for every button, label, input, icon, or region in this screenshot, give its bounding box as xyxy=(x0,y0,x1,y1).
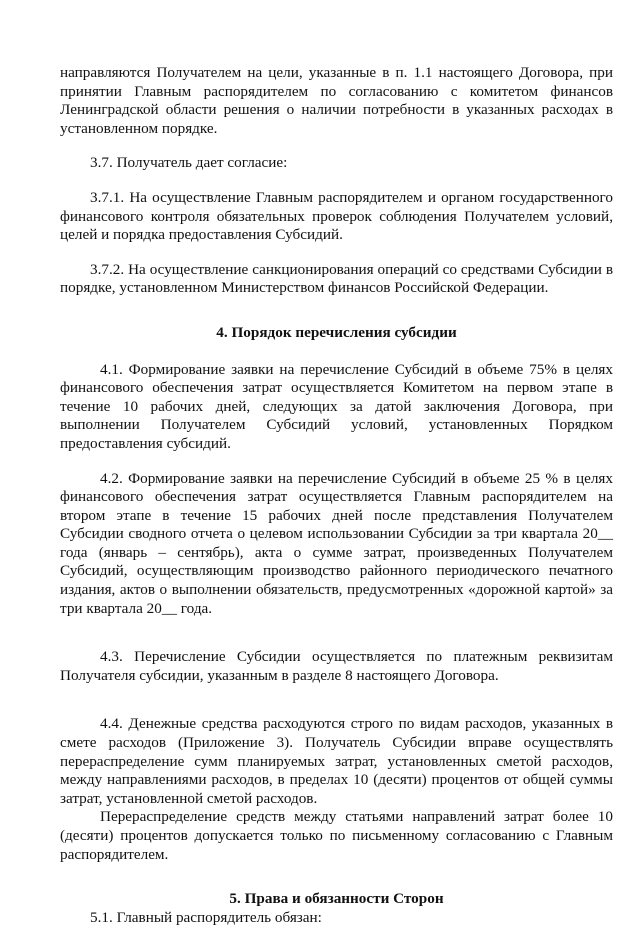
paragraph-3-7: 3.7. Получатель дает согласие: xyxy=(90,154,288,172)
paragraph-intro: направляются Получателем на цели, указанные в п. 1.1 настоящего Договора, при принятии Главным распорядителем по согласованию с комитетом финансов Ленинградской области решения о наличии потребности в указанных расходах в установленном порядке. xyxy=(60,64,613,137)
section-heading-4: 4. Порядок перечисления субсидии xyxy=(216,323,457,341)
paragraph-5-1: 5.1. Главный распорядитель обязан: xyxy=(90,908,322,926)
paragraph-4-4: 4.4. Денежные средства расходуются строго по видам расходов, указанных в смете расходов (Приложение 3). Получатель Субсидии вправе осуществлять перераспределение сумм планируемых затрат, установленных сметой расходов, между направлениями расходов, в пределах 10 (десяти) процентов от общей суммы затрат, установленной сметой расходов. xyxy=(60,715,613,807)
document-page xyxy=(60,64,613,927)
paragraph-4-3: 4.3. Перечисление Субсидии осуществляется по платежным реквизитам Получателя субсидии, указанным в разделе 8 настоящего Договора. xyxy=(60,648,613,684)
paragraph-3-7-1: 3.7.1. На осуществление Главным распорядителем и органом государственного финансового контроля обязательных проверок соблюдения Получателем условий, целей и порядка предоставления Субсидий. xyxy=(60,188,613,244)
paragraph-3-7-2: 3.7.2. На осуществление санкционирования операций со средствами Субсидии в порядке, установленном Министерством финансов Российской Федерации. xyxy=(60,260,613,297)
paragraph-4-1: 4.1. Формирование заявки на перечисление Субсидий в объеме 75% в целях финансового обеспечения затрат осуществляется Комитетом на первом этапе в течение 10 рабочих дней, следующих за датой заключения Договора, при выполнении Получателем Субсидий условий, установленных Порядком предоставления субсидий. xyxy=(60,360,613,452)
paragraph-4-2: 4.2. Формирование заявки на перечисление Субсидий в объеме 25 % в целях финансового обеспечения затрат осуществляется Главным распорядителем на втором этапе в течение 15 рабочих дней после представления Получателем Субсидии сводного отчета о целевом использовании Субсидии за три квартала 20__ года (январь – сентябрь), акта о сумме затрат, произведенных Получателем Субсидий, осуществляющим производство районного периодического печатного издания, актов о выполнении обязательств, предусмотренных «дорожной картой» за три квартала 20__ года. xyxy=(60,469,613,617)
section-heading-5: 5. Права и обязанности Сторон xyxy=(229,890,444,908)
paragraph-4-4-continuation: Перераспределение средств между статьями направлений затрат более 10 (десяти) процентов допускается только по письменному согласованию с Главным распорядителем. xyxy=(60,808,613,863)
